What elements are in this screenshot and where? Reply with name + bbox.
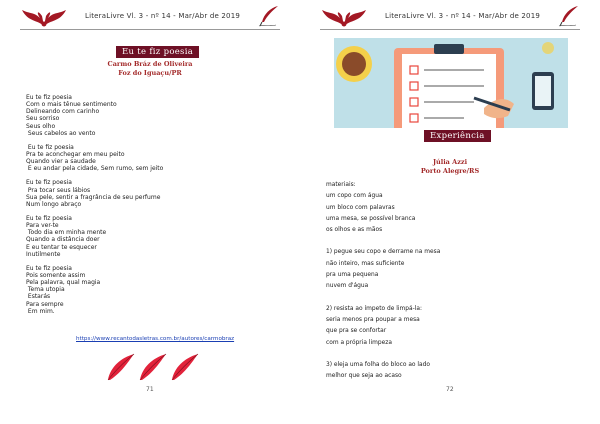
poem-line: os olhos e as mãos	[326, 227, 383, 234]
poem-line: Estarás	[26, 293, 51, 301]
header-title: LiteraLivre Vl. 3 - nº 14 - Mar/Abr de 2019	[384, 12, 541, 20]
poem-line: seria menos pra poupar a mesa	[326, 316, 420, 323]
poem-line: Eu te fiz poesia	[26, 94, 72, 101]
poem-line: Pois somente assim	[26, 271, 86, 279]
poem-line: Eu te fiz poesia	[26, 179, 72, 187]
poem-line: Quando a distância doer	[26, 236, 100, 244]
poem-line: Seu sorriso	[26, 115, 60, 123]
author-name: Júlia Azzi	[432, 158, 468, 166]
winged-emblem-icon	[20, 6, 68, 30]
poem-line: não inteiro, mas suficiente	[326, 260, 405, 267]
author-name: Carmo Bráz de Oliveira	[107, 60, 193, 68]
poem-line: Quando vier a saudade	[26, 158, 96, 166]
header-title: LiteraLivre Vl. 3 - nº 14 - Mar/Abr de 2019	[84, 12, 241, 20]
poem-line: Com o mais tênue sentimento	[26, 101, 117, 109]
poem-line: com a própria limpeza	[326, 339, 392, 346]
poem-line: melhor que seja ao acaso	[326, 373, 402, 380]
poem-body	[326, 182, 566, 384]
poem-line: que pra se confortar	[326, 328, 387, 335]
poem-gap	[326, 295, 566, 306]
poem-line: nuvem d'água	[326, 283, 369, 290]
poem-line: materiais:	[326, 182, 356, 188]
poem-line: Pra tocar seus lábios	[26, 186, 91, 194]
poem-line: 3) eleja uma folha do bloco ao lado	[326, 361, 430, 368]
clipboard-illustration	[334, 38, 568, 128]
author-block	[404, 158, 496, 176]
poem-line: Inutilmente	[26, 250, 61, 258]
poem-title: Experiência	[424, 130, 491, 142]
poem-body	[26, 94, 256, 322]
poem-line: um copo com água	[326, 193, 383, 200]
poem-line: 1) pegue seu copo e derrame na mesa	[326, 249, 441, 256]
poem-line: Pela palavra, qual magia	[26, 279, 101, 287]
poem-line: Para sempre	[26, 300, 64, 308]
poem-line: Para ver-te	[26, 222, 59, 230]
poem-line: 2) resista ao ímpeto de limpá-la:	[326, 305, 422, 312]
poem-line: Todo dia em minha mente	[26, 229, 107, 237]
poem-line: E eu tentar te esquecer	[26, 243, 97, 251]
stanza	[26, 215, 256, 258]
poem-line: Eu te fiz poesia	[26, 214, 72, 222]
stanza	[26, 179, 256, 208]
page-number: 72	[446, 386, 454, 393]
poem-line: E eu andar pela cidade, Sem rumo, sem jeito	[26, 165, 164, 173]
poem-line: Delineando com carinho	[26, 108, 100, 116]
feather-icon	[104, 352, 202, 382]
quill-icon	[258, 4, 280, 28]
stanza	[26, 144, 256, 173]
right-header	[320, 8, 580, 30]
poem-line: Em mim.	[26, 307, 55, 315]
page-number: 71	[146, 386, 154, 393]
poem-line: Eu te fiz poesia	[26, 143, 74, 151]
poem-line: pra uma pequena	[326, 272, 379, 279]
winged-emblem-icon	[320, 6, 368, 30]
poem-line: Seus olho	[26, 122, 56, 130]
poem-line: Sua pele, sentir a fragrância de seu perfume	[26, 193, 161, 201]
poem-line: Tema utopia	[26, 286, 65, 294]
quill-icon	[558, 4, 580, 28]
poem-gap	[326, 351, 566, 362]
checklist-illustration	[334, 38, 568, 128]
poem-line: uma mesa, se possível branca	[326, 215, 416, 222]
author-city: Foz do Iguaçu/PR	[118, 69, 182, 77]
poem-line: Pra te aconchegar em meu peito	[26, 150, 125, 158]
stanza	[26, 265, 256, 315]
author-profile-link[interactable]: https://www.recantodasletras.com.br/autores/carmobraz	[76, 336, 235, 342]
author-block	[90, 60, 210, 78]
poem-gap	[326, 238, 566, 249]
stanza	[26, 94, 256, 137]
poem-title: Eu te fiz poesia	[116, 46, 199, 58]
left-header	[20, 8, 280, 30]
poem-line: Eu te fiz poesia	[26, 264, 72, 272]
poem-line: Seus cabelos ao vento	[26, 129, 96, 137]
author-city: Porto Alegre/RS	[420, 167, 480, 175]
poem-line: Num longo abraço	[26, 200, 82, 208]
poem-line: um bloco com palavras	[326, 204, 395, 211]
